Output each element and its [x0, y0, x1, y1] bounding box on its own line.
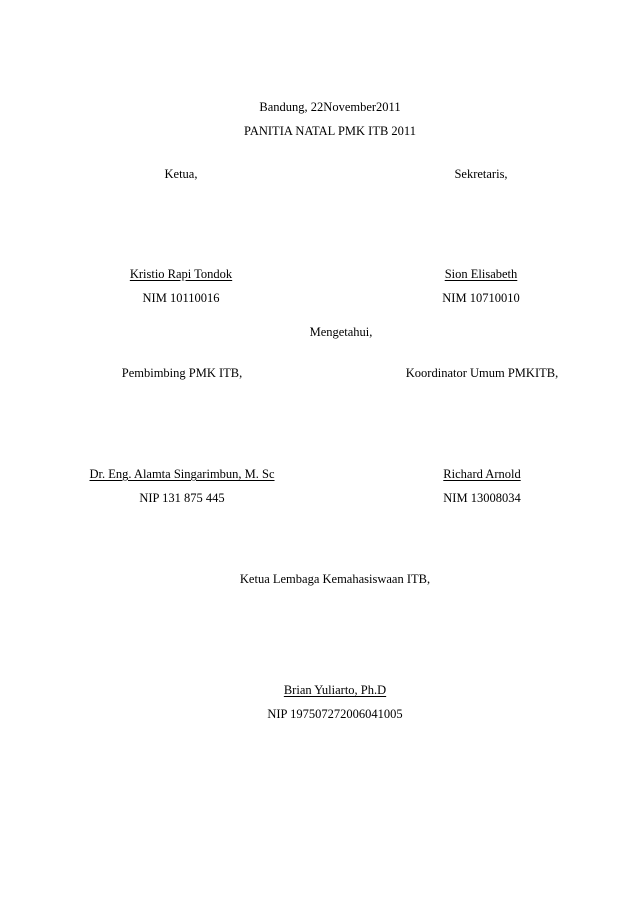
chair-id: NIM 10110016: [142, 291, 220, 305]
institution-head-name: Brian Yuliarto, Ph.D: [283, 683, 387, 697]
institution-head-id: NIP 197507272006041005: [267, 707, 403, 721]
place-date: Bandung, 22November2011: [259, 100, 401, 114]
acknowledged-label: Mengetahui,: [309, 325, 373, 339]
advisor-role: Pembimbing PMK ITB,: [121, 366, 243, 380]
chair-role: Ketua,: [164, 167, 198, 181]
advisor-id: NIP 131 875 445: [139, 491, 225, 505]
coordinator-role: Koordinator Umum PMKITB,: [405, 366, 559, 380]
committee-title: PANITIA NATAL PMK ITB 2011: [244, 124, 416, 138]
coordinator-name: Richard Arnold: [443, 467, 521, 481]
coordinator-id: NIM 13008034: [443, 491, 521, 505]
chair-name: Kristio Rapi Tondok: [129, 267, 233, 281]
secretary-name: Sion Elisabeth: [444, 267, 518, 281]
advisor-name: Dr. Eng. Alamta Singarimbun, M. Sc: [89, 467, 275, 481]
secretary-role: Sekretaris,: [454, 167, 508, 181]
institution-head-role: Ketua Lembaga Kemahasiswaan ITB,: [239, 572, 431, 586]
secretary-id: NIM 10710010: [442, 291, 520, 305]
